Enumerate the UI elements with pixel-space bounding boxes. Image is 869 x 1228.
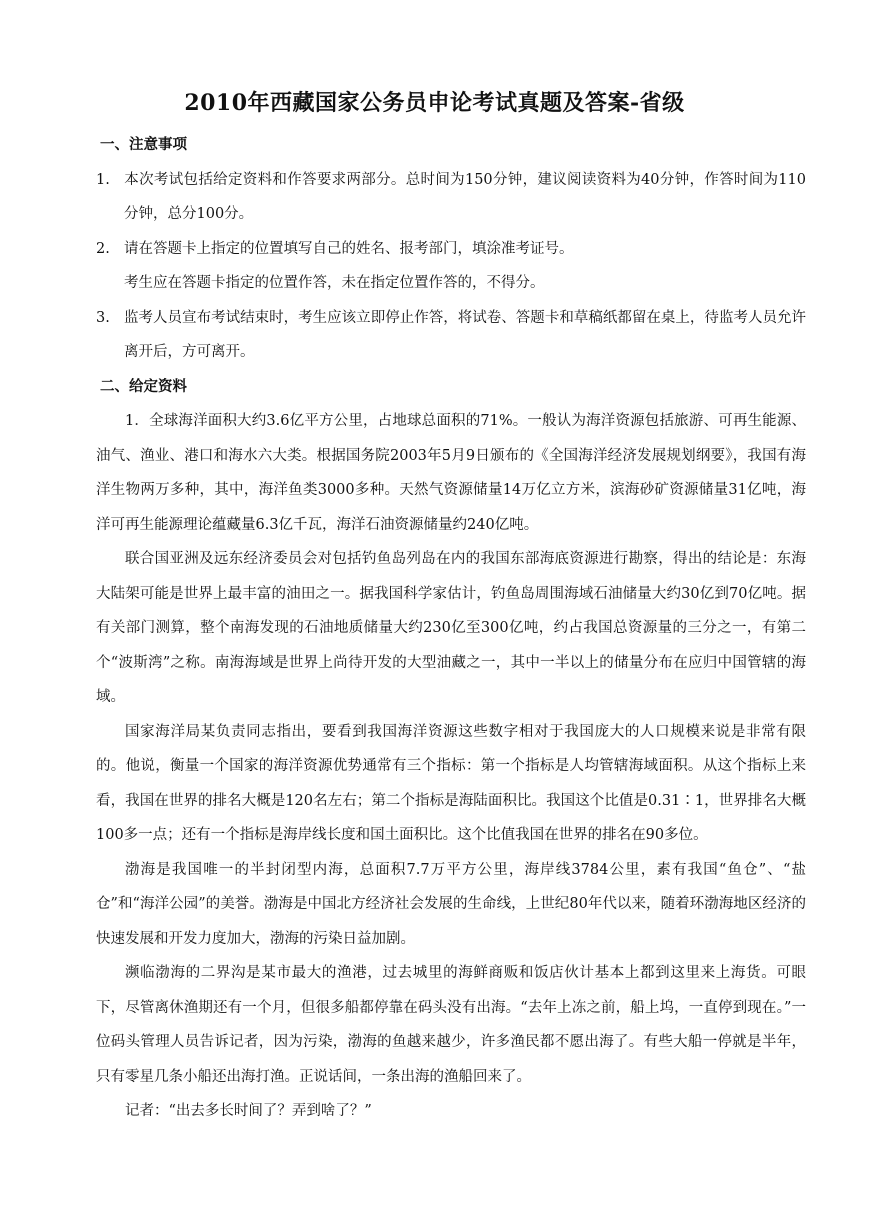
document-title: 2010年西藏国家公务员申论考试真题及答案-省级 bbox=[184, 90, 685, 116]
section-heading-notice: 一、注意事项 bbox=[100, 136, 187, 153]
material-paragraph-1: 1．全球海洋面积大约3.6亿平方公里，占地球总面积的71%。一般认为海洋资源包括旅游、可再生能源、油气、渔业、港口和海水六大类。根据国务院2003年5月9日颁布的《全国海洋经济发展规划纲要》，我国有海洋生物两万多种，其中，海洋鱼类3000多种。天然气资源储量14万亿立方米，滨海砂矿资源储量31亿吨，海洋可再生能源理论蕴藏量6.3亿千瓦，海洋石油资源储量约240亿吨。 bbox=[96, 413, 806, 533]
section-heading-materials: 二、给定资料 bbox=[100, 377, 187, 395]
notice-item-2 bbox=[96, 232, 806, 267]
material-paragraph-2: 联合国亚洲及远东经济委员会对包括钓鱼岛列岛在内的我国东部海底资源进行勘察，得出的结论是：东海大陆架可能是世界上最丰富的油田之一。据我国科学家估计，钓鱼岛周围海域石油储量大约30亿到70亿吨。据有关部门测算，整个南海发现的石油地质储量大约230亿至300亿吨，约占我国总资源量的三分之一，有第二个“波斯湾”之称。南海海域是世界上尚待开发的大型油藏之一，其中一半以上的储量分布在应归中国管辖的海域。 bbox=[96, 551, 806, 705]
notice-item-number: 1. bbox=[96, 171, 110, 188]
notice-item-2-continuation: 考生应在答题卡指定的位置作答，未在指定位置作答的，不得分。 bbox=[124, 275, 545, 291]
material-paragraph-3: 国家海洋局某负责同志指出，要看到我国海洋资源这些数字相对于我国庞大的人口规模来说是非常有限的。他说，衡量一个国家的海洋资源优势通常有三个指标：第一个指标是人均管辖海域面积。从这个指标上来看，我国在世界的排名大概是120名左右；第二个指标是海陆面积比。我国这个比值是0.31∶1，世界排名大概100多一点；还有一个指标是海岸线长度和国土面积比。这个比值我国在世界的排名在90多位。 bbox=[96, 723, 806, 843]
notice-item-number: 3. bbox=[96, 309, 110, 326]
notice-item-text: 本次考试包括给定资料和作答要求两部分。总时间为150分钟，建议阅读资料为40分钟，作答时间为110分钟，总分100分。 bbox=[124, 171, 806, 222]
notice-item-3 bbox=[96, 301, 806, 370]
notice-item-text: 监考人员宣布考试结束时，考生应该立即停止作答，将试卷、答题卡和草稿纸都留在桌上，待监考人员允许离开后，方可离开。 bbox=[124, 309, 806, 360]
notice-item-text: 请在答题卡上指定的位置填写自己的姓名、报考部门，填涂准考证号。 bbox=[124, 240, 574, 257]
material-paragraph-6: 记者：“出去多长时间了？弄到啥了？” bbox=[125, 1103, 372, 1119]
material-paragraph-4: 渤海是我国唯一的半封闭型内海，总面积7.7万平方公里，海岸线3784公里，素有我国“鱼仓”、“盐仓”和“海洋公园”的美誉。渤海是中国北方经济社会发展的生命线，上世纪80年代以来，随着环渤海地区经济的快速发展和开发力度加大，渤海的污染日益加剧。 bbox=[96, 861, 806, 947]
notice-item-1 bbox=[96, 163, 806, 232]
notice-item-number: 2. bbox=[96, 240, 110, 257]
material-paragraph-5: 濒临渤海的二界沟是某市最大的渔港，过去城里的海鲜商贩和饭店伙计基本上都到这里来上海货。可眼下，尽管离休渔期还有一个月，但很多船都停靠在码头没有出海。“去年上冻之前，船上坞，一直停到现在。”一位码头管理人员告诉记者，因为污染，渤海的鱼越来越少，许多渔民都不愿出海了。有些大船一停就是半年，只有零星几条小船还出海打渔。正说话间，一条出海的渔船回来了。 bbox=[96, 965, 806, 1085]
document-body bbox=[96, 128, 806, 1129]
